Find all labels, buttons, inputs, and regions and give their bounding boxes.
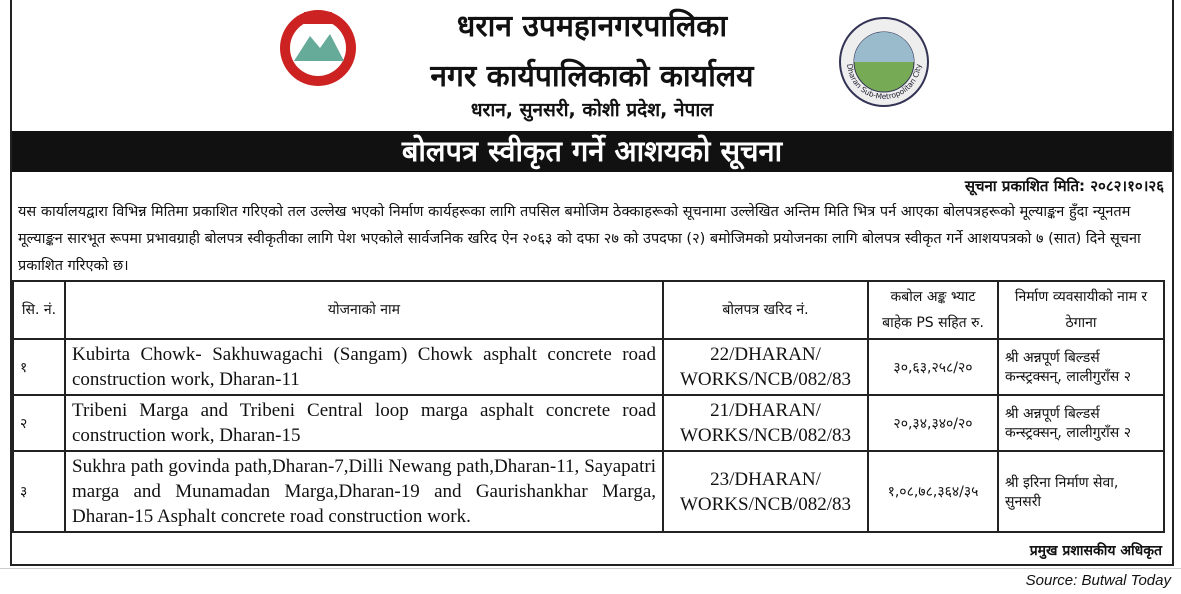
amount: ३०,६३,२५८/२० [868,339,998,395]
municipality-name: धरान उपमहानगरपालिका [456,9,728,44]
col-bid-no: बोलपत्र खरिद नं. [663,281,868,339]
sn: २ [13,395,65,451]
sn: १ [13,339,65,395]
col-sn: सि. नं. [13,281,65,339]
table-header [13,281,1164,339]
project-name: Kubirta Chowk- Sakhuwagachi (Sangam) Chowk asphalt concrete road construction work, Dharan-11 [65,339,663,395]
dharan-logo-caption: Dharan Sub-Metropolitan City [844,63,923,102]
notice-title: बोलपत्र स्वीकृत गर्ने आशयको सूचना [12,131,1172,172]
amount: २०,३४,३४०/२० [868,395,998,451]
bids-table [12,280,1165,533]
source-credit: Source: Butwal Today [1025,572,1171,589]
bid-no: 22/DHARAN/ WORKS/NCB/082/83 [663,339,868,395]
notice-body: यस कार्यालयद्वारा विभिन्न मितिमा प्रकाशित गरिएको तल उल्लेख भएको निर्माण कार्यहरूका लागि तपसिल बमोजिम ठेक्काहरूको सूचनामा उल्लेखित अन्तिम मिति भित्र पर्न आएका बोलपत्रहरूको मूल्याङ्कन हुँदा न्यूनतम मूल्याङ्कन सारभूत रूपमा प्रभावग्राही बोलपत्र स्वीकृतीका लागि पेश भएकोले सार्वजनिक खरिद ऐन २०६३ को दफा २७ को उपदफा (२) बमोजिमको प्रयोजनका लागि बोलपत्र स्वीकृत गर्ने आशयपत्रको ७ (सात) दिने सूचना प्रकाशित गरिएको छ। [18,204,1141,274]
office-name: नगर कार्यपालिकाको कार्यालय [430,59,754,94]
contractor: श्री इरिना निर्माण सेवा, सुनसरी [998,451,1164,532]
contractor: श्री अन्नपूर्ण बिल्डर्स कन्स्ट्रक्सन्, लालीगुराँस २ [998,395,1164,451]
table-row [13,451,1164,532]
col-project: योजनाको नाम [65,281,663,339]
signatory: प्रमुख प्रशासकीय अधिकृत [1029,543,1162,559]
header [12,0,1172,130]
amount: १,०८,७८,३६४/३५ [868,451,998,532]
publish-date: सूचना प्रकाशित मिति: २०८२।१०।२६ [964,177,1164,195]
project-name: Sukhra path govinda path,Dharan-7,Dilli Newang path,Dharan-11, Sayapatri marga and Munamadan Marga,Dharan-19 and Gaurishankhar Marga, Dharan-15 Asphalt concrete road construction work. [65,451,663,532]
address: धरान, सुनसरी, कोशी प्रदेश, नेपाल [470,99,714,121]
bid-no: 21/DHARAN/ WORKS/NCB/082/83 [663,395,868,451]
notice [10,0,1174,566]
table-row [13,339,1164,395]
contractor: श्री अन्नपूर्ण बिल्डर्स कन्स्ट्रक्सन्, लालीगुराँस २ [998,339,1164,395]
col-amount: कबोल अङ्क भ्याट बाहेक PS सहित रु. [868,281,998,339]
project-name: Tribeni Marga and Tribeni Central loop marga asphalt concrete road construction work, Dharan-15 [65,395,663,451]
col-contractor: निर्माण व्यवसायीको नाम र ठेगाना [998,281,1164,339]
dharan-city-logo [838,16,930,108]
bid-no: 23/DHARAN/ WORKS/NCB/082/83 [663,451,868,532]
divider [0,568,1181,569]
sn: ३ [13,451,65,532]
table-row [13,395,1164,451]
